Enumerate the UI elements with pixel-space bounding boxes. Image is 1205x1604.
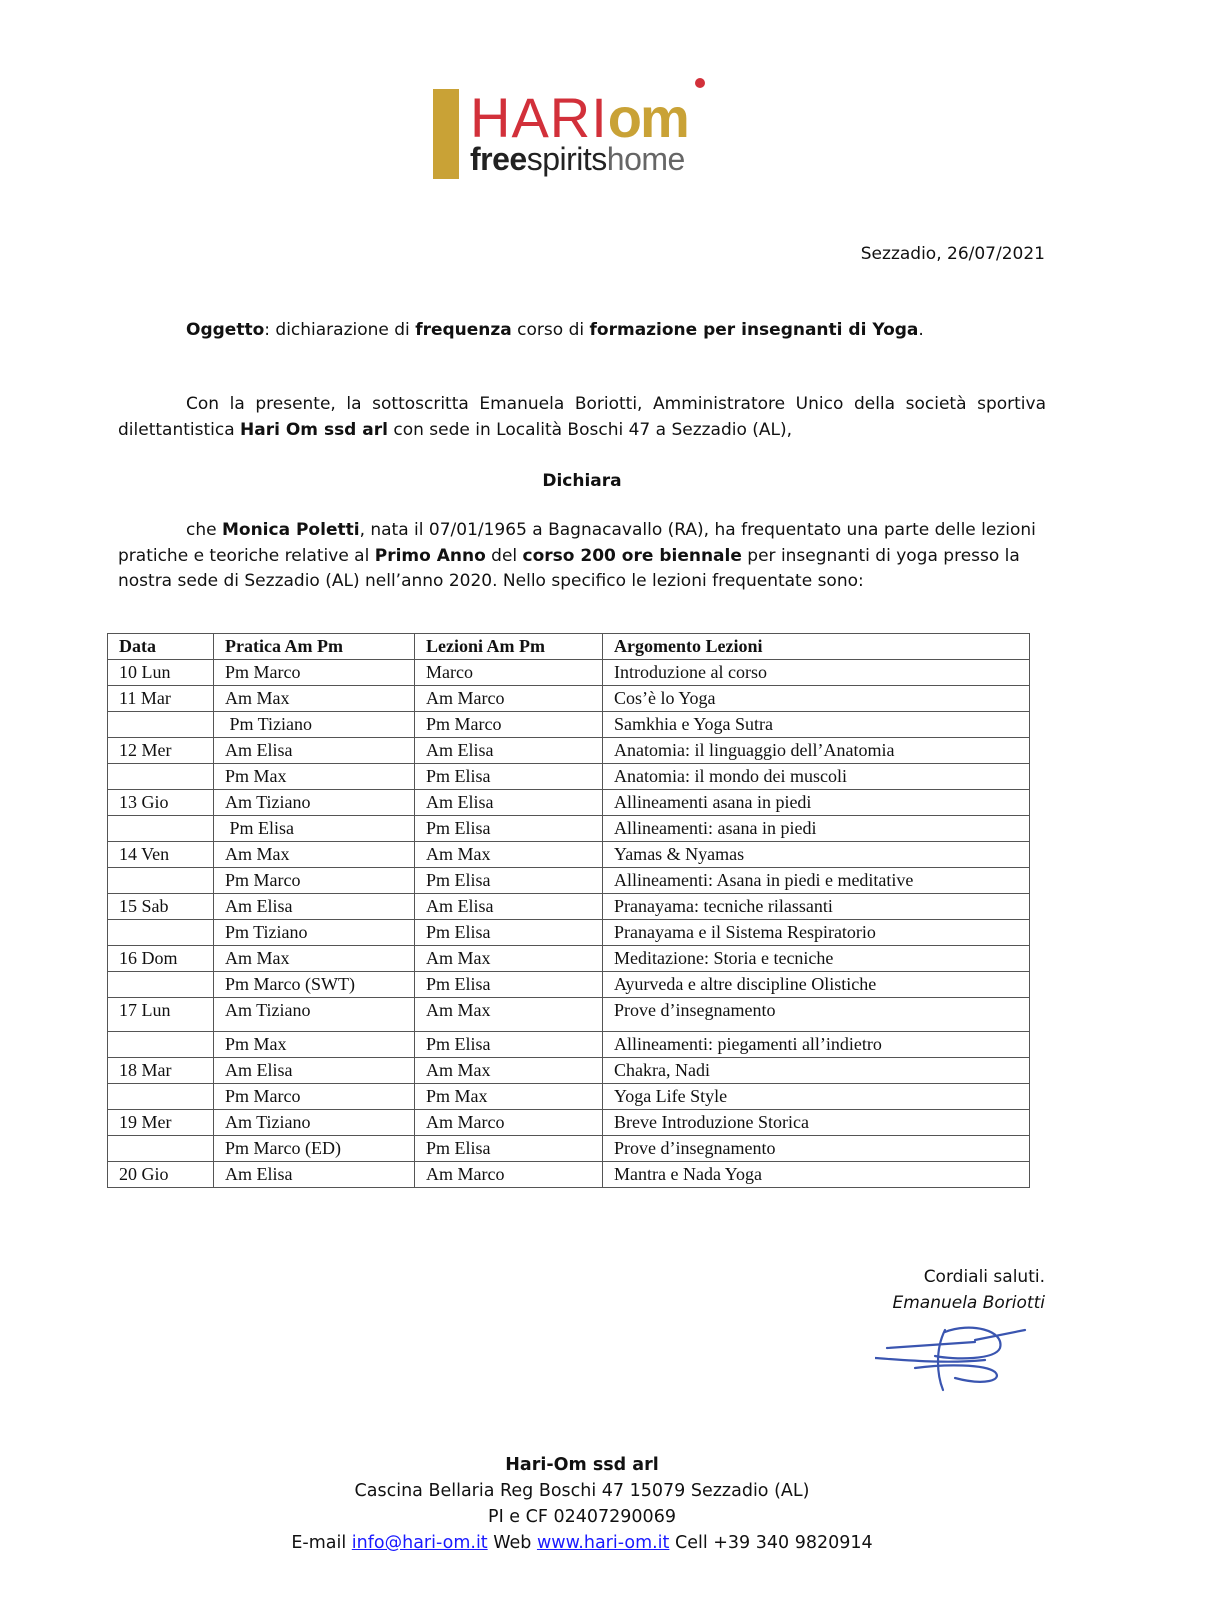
cell-practice: Pm Marco (214, 868, 415, 894)
cell-practice: Pm Max (214, 764, 415, 790)
table-row (108, 842, 1030, 868)
table-row (108, 1058, 1030, 1084)
column-header-lessons: Lezioni Am Pm (415, 634, 603, 660)
body-text: , nata il 07/01/1965 a Bagnacavallo (RA), ha frequentato una parte delle lezioni pratiche e teoriche relative al (118, 520, 1036, 566)
body-text: del (485, 545, 523, 566)
cell-practice: Am Elisa (214, 1058, 415, 1084)
footer (0, 1452, 1164, 1556)
cell-topic: Anatomia: il mondo dei muscoli (603, 764, 1030, 790)
cell-practice: Am Max (214, 946, 415, 972)
cell-practice: Am Tiziano (214, 1110, 415, 1136)
subject-text: corso di (511, 320, 590, 340)
logo-dot-icon (695, 78, 705, 88)
body-text: che (186, 520, 222, 540)
cell-date: 16 Dom (108, 946, 214, 972)
cell-topic: Cos’è lo Yoga (603, 686, 1030, 712)
cell-date: 18 Mar (108, 1058, 214, 1084)
cell-practice: Pm Tiziano (214, 712, 415, 738)
cell-topic: Yoga Life Style (603, 1084, 1030, 1110)
cell-lessons: Pm Marco (415, 712, 603, 738)
course-bold: corso 200 ore biennale (522, 545, 742, 566)
cell-date (108, 868, 214, 894)
footer-tax-id: PI e CF 02407290069 (488, 1507, 676, 1527)
cell-lessons: Pm Elisa (415, 920, 603, 946)
handwritten-signature (875, 1320, 1035, 1400)
column-header-date: Data (108, 634, 214, 660)
lessons-table (107, 633, 1030, 1188)
cell-date: 20 Gio (108, 1162, 214, 1188)
subject-bold: frequenza (415, 320, 512, 340)
cell-practice: Am Max (214, 842, 415, 868)
closing-block (892, 1264, 1045, 1316)
cell-topic: Allineamenti: Asana in piedi e meditative (603, 868, 1030, 894)
company-name-bold: Hari Om ssd arl (240, 419, 388, 440)
signer-name: Emanuela Boriotti (892, 1293, 1045, 1313)
table-row (108, 764, 1030, 790)
cell-topic: Anatomia: il linguaggio dell’Anatomia (603, 738, 1030, 764)
cell-date (108, 1084, 214, 1110)
cell-practice: Pm Marco (ED) (214, 1136, 415, 1162)
table-row (108, 712, 1030, 738)
cell-date (108, 712, 214, 738)
table-row (108, 998, 1030, 1032)
cell-practice: Pm Elisa (214, 816, 415, 842)
cell-date (108, 920, 214, 946)
cell-practice: Am Elisa (214, 738, 415, 764)
table-row (108, 972, 1030, 998)
subject-label: Oggetto (186, 320, 265, 340)
table-header-row (108, 634, 1030, 660)
cell-lessons: Marco (415, 660, 603, 686)
cell-lessons: Am Elisa (415, 738, 603, 764)
cell-lessons: Pm Elisa (415, 972, 603, 998)
email-link[interactable]: info@hari-om.it (351, 1533, 488, 1553)
web-label: Web (487, 1533, 537, 1553)
footer-contacts (0, 1530, 1164, 1556)
cell-lessons: Pm Elisa (415, 764, 603, 790)
declaration-heading: Dichiara (542, 471, 622, 491)
cell-lessons: Am Marco (415, 686, 603, 712)
cell-practice: Am Tiziano (214, 998, 415, 1032)
cell-practice: Am Tiziano (214, 790, 415, 816)
cell-date: 14 Ven (108, 842, 214, 868)
logo-brand-main: HARI (470, 86, 608, 149)
cell-lessons: Pm Elisa (415, 868, 603, 894)
cell-topic: Yamas & Nyamas (603, 842, 1030, 868)
table-row (108, 1136, 1030, 1162)
cell-lessons: Pm Elisa (415, 1136, 603, 1162)
body-paragraph (118, 518, 1046, 595)
cell-date (108, 1032, 214, 1058)
footer-address: Cascina Bellaria Reg Boschi 47 15079 Sezzadio (AL) (354, 1481, 810, 1501)
cell-lessons: Am Elisa (415, 894, 603, 920)
cell-lessons: Am Max (415, 998, 603, 1032)
cell-topic: Ayurveda e altre discipline Olistiche (603, 972, 1030, 998)
table-row (108, 1032, 1030, 1058)
subject-line (186, 320, 924, 340)
logo-tagline-free: free (470, 141, 527, 177)
cell-date (108, 972, 214, 998)
cell-date: 12 Mer (108, 738, 214, 764)
cell-topic: Pranayama: tecniche rilassanti (603, 894, 1030, 920)
cell-lessons: Pm Elisa (415, 816, 603, 842)
cell-topic: Allineamenti: piegamenti all’indietro (603, 1032, 1030, 1058)
cell-lessons: Am Max (415, 842, 603, 868)
cell-practice: Pm Marco (214, 660, 415, 686)
cell-date: 17 Lun (108, 998, 214, 1032)
subject-text: . (918, 320, 924, 340)
cell-topic: Mantra e Nada Yoga (603, 1162, 1030, 1188)
table-row (108, 790, 1030, 816)
cell-topic: Prove d’insegnamento (603, 1136, 1030, 1162)
logo-gold-bar (433, 89, 459, 179)
year-bold: Primo Anno (374, 545, 486, 566)
intro-paragraph (118, 392, 1046, 443)
place-date: Sezzadio, 26/07/2021 (860, 244, 1045, 264)
cell-practice: Am Elisa (214, 1162, 415, 1188)
cell-topic: Introduzione al corso (603, 660, 1030, 686)
company-logo (420, 72, 760, 192)
cell-practice: Am Elisa (214, 894, 415, 920)
cell-date: 10 Lun (108, 660, 214, 686)
cell-practice: Pm Max (214, 1032, 415, 1058)
cell-date: 13 Gio (108, 790, 214, 816)
logo-tagline (470, 142, 685, 176)
table-row (108, 946, 1030, 972)
cell-practice: Am Max (214, 686, 415, 712)
cell-date (108, 764, 214, 790)
cell-lessons: Am Marco (415, 1110, 603, 1136)
table-row (108, 816, 1030, 842)
cell-practice: Pm Tiziano (214, 920, 415, 946)
cell-lessons: Am Marco (415, 1162, 603, 1188)
table-row (108, 1110, 1030, 1136)
logo-wordmark (470, 86, 688, 149)
intro-text: con sede in Località Boschi 47 a Sezzadio (AL), (387, 419, 793, 440)
cell-number: Cell +39 340 9820914 (669, 1533, 873, 1553)
cell-topic: Allineamenti: asana in piedi (603, 816, 1030, 842)
logo-tagline-spirits: spirits (526, 141, 607, 177)
footer-company: Hari-Om ssd arl (505, 1455, 659, 1475)
table-row (108, 1162, 1030, 1188)
logo-tagline-home: home (606, 141, 685, 177)
body-text: per insegnanti di yoga presso la nostra sede di Sezzadio (AL) nell’anno 2020. Nello specifico le lezioni frequentate sono: (118, 545, 1020, 591)
column-header-topic: Argomento Lezioni (603, 634, 1030, 660)
cell-topic: Samkhia e Yoga Sutra (603, 712, 1030, 738)
cell-lessons: Am Max (415, 946, 603, 972)
table-row (108, 686, 1030, 712)
cell-date (108, 1136, 214, 1162)
table-row (108, 868, 1030, 894)
cell-date: 11 Mar (108, 686, 214, 712)
intro-text: Con la presente, la sottoscritta Emanuela Boriotti, Amministratore Unico della società sportiva dilettantistica (118, 394, 1046, 440)
student-name: Monica Poletti (221, 520, 360, 540)
cell-topic: Prove d’insegnamento (603, 998, 1030, 1032)
cell-lessons: Am Max (415, 1058, 603, 1084)
website-link[interactable]: www.hari-om.it (536, 1533, 670, 1553)
table-row (108, 738, 1030, 764)
table-row (108, 920, 1030, 946)
cell-date: 15 Sab (108, 894, 214, 920)
subject-bold: formazione per insegnanti di Yoga (589, 320, 919, 340)
cell-date (108, 816, 214, 842)
column-header-practice: Pratica Am Pm (214, 634, 415, 660)
cell-topic: Pranayama e il Sistema Respiratorio (603, 920, 1030, 946)
table-row (108, 894, 1030, 920)
closing-greeting: Cordiali saluti. (923, 1267, 1045, 1287)
table-row (108, 1084, 1030, 1110)
cell-lessons: Am Elisa (415, 790, 603, 816)
logo-brand-accent: om (607, 86, 688, 149)
cell-practice: Pm Marco (SWT) (214, 972, 415, 998)
cell-topic: Allineamenti asana in piedi (603, 790, 1030, 816)
cell-date: 19 Mer (108, 1110, 214, 1136)
cell-lessons: Pm Max (415, 1084, 603, 1110)
cell-topic: Chakra, Nadi (603, 1058, 1030, 1084)
email-label: E-mail (291, 1533, 352, 1553)
cell-lessons: Pm Elisa (415, 1032, 603, 1058)
table-row (108, 660, 1030, 686)
cell-topic: Breve Introduzione Storica (603, 1110, 1030, 1136)
subject-text: : dichiarazione di (264, 320, 416, 340)
cell-topic: Meditazione: Storia e tecniche (603, 946, 1030, 972)
cell-practice: Pm Marco (214, 1084, 415, 1110)
